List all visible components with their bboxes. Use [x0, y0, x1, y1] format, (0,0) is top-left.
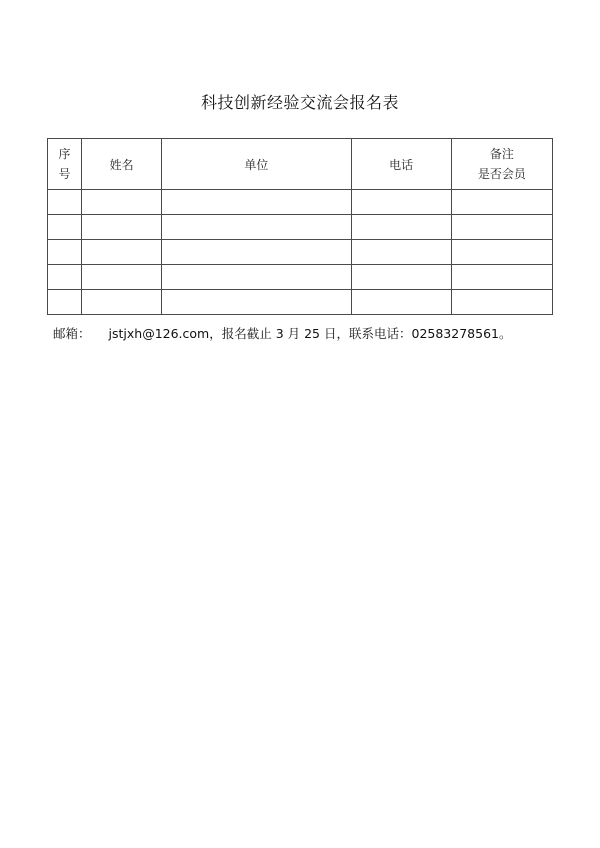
cell-name[interactable]	[82, 265, 162, 290]
cell-unit[interactable]	[162, 240, 351, 265]
document-title: 科技创新经验交流会报名表	[200, 93, 399, 112]
header-phone: 电话	[351, 139, 451, 190]
header-seq-line2: 号	[58, 167, 71, 181]
header-unit: 单位	[162, 139, 351, 190]
cell-phone[interactable]	[351, 265, 451, 290]
table-row	[48, 265, 553, 290]
cell-name[interactable]	[82, 290, 162, 315]
cell-name[interactable]	[82, 215, 162, 240]
table-row	[48, 290, 553, 315]
header-name: 姓名	[82, 139, 162, 190]
header-seq	[48, 139, 82, 190]
cell-phone[interactable]	[351, 190, 451, 215]
registration-table	[47, 138, 553, 315]
email-label: 邮箱：	[53, 326, 91, 341]
cell-seq[interactable]	[48, 240, 82, 265]
cell-note[interactable]	[451, 265, 552, 290]
table-header-row	[48, 139, 553, 190]
cell-note[interactable]	[451, 290, 552, 315]
cell-name[interactable]	[82, 240, 162, 265]
table-row	[48, 190, 553, 215]
header-seq-line1: 序	[58, 147, 71, 161]
cell-seq[interactable]	[48, 215, 82, 240]
cell-note[interactable]	[451, 240, 552, 265]
cell-seq[interactable]	[48, 290, 82, 315]
cell-phone[interactable]	[351, 215, 451, 240]
deadline-and-phone: ，报名截止 3 月 25 日，联系电话：02583278561。	[209, 326, 512, 341]
cell-phone[interactable]	[351, 290, 451, 315]
contact-footer	[53, 324, 511, 342]
cell-unit[interactable]	[162, 190, 351, 215]
cell-unit[interactable]	[162, 265, 351, 290]
cell-note[interactable]	[451, 190, 552, 215]
cell-name[interactable]	[82, 190, 162, 215]
email-link[interactable]: jstjxh@126.com	[108, 326, 210, 341]
cell-unit[interactable]	[162, 215, 351, 240]
cell-unit[interactable]	[162, 290, 351, 315]
cell-seq[interactable]	[48, 265, 82, 290]
cell-phone[interactable]	[351, 240, 451, 265]
header-note-line1: 备注	[489, 147, 514, 161]
table-row	[48, 215, 553, 240]
header-note	[451, 139, 552, 190]
table-row	[48, 240, 553, 265]
cell-seq[interactable]	[48, 190, 82, 215]
header-note-line2: 是否会员	[477, 167, 526, 181]
cell-note[interactable]	[451, 215, 552, 240]
